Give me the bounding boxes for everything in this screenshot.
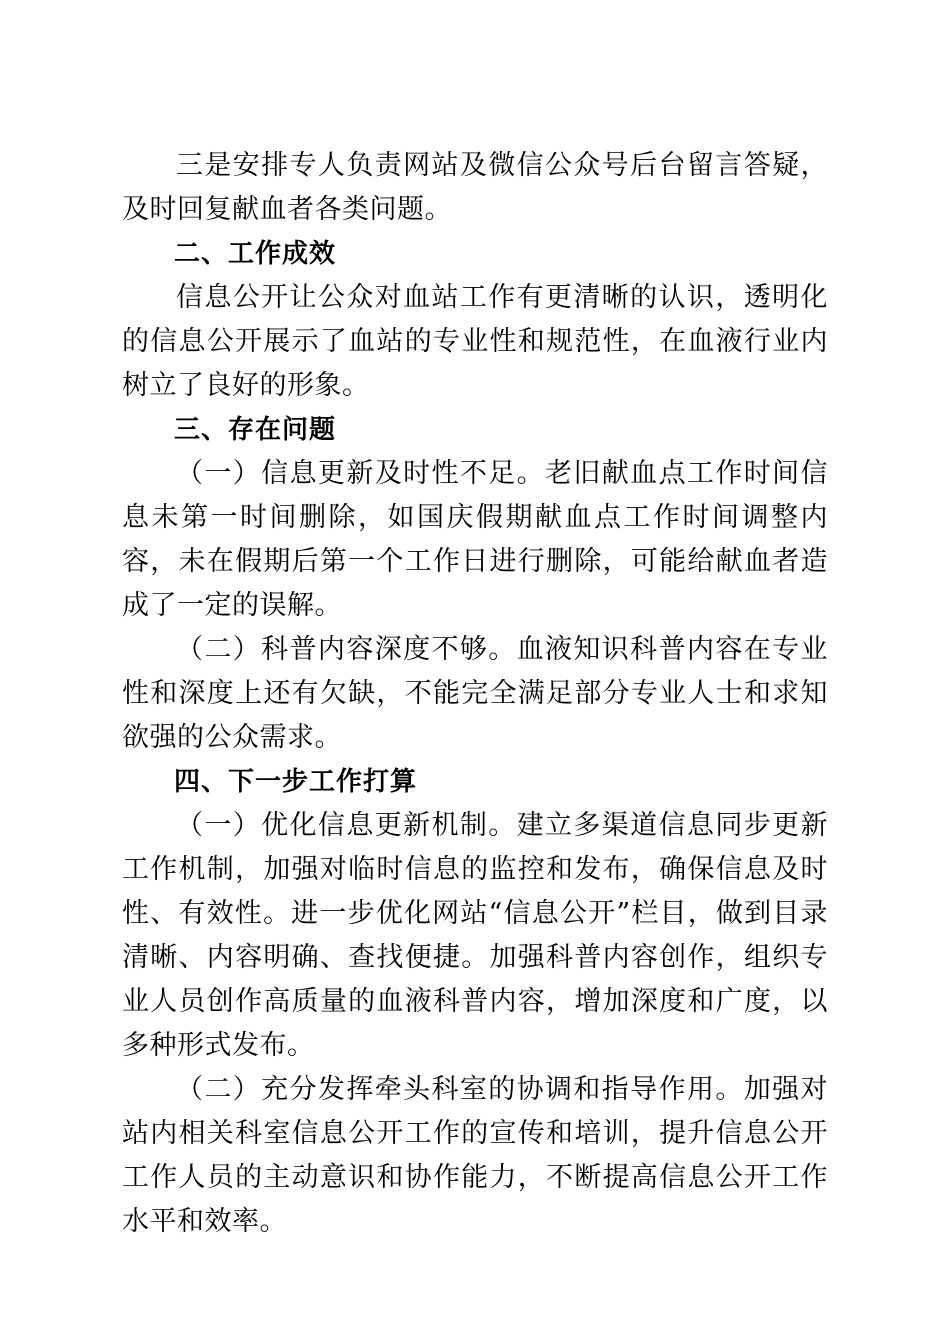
paragraph-next-step-lead-department: （二）充分发挥牵头科室的协调和指导作用。加强对站内相关科室信息公开工作的宣传和培训，提升信息公开工作人员的主动意识和协作能力，不断提高信息公开工作水平和效率。 — [122, 1074, 828, 1237]
document-page — [122, 144, 828, 1244]
paragraph-problem-update-timeliness: （一）信息更新及时性不足。老旧献血点工作时间信息未第一时间删除，如国庆假期献血点工作时间调整内容，未在假期后第一个工作日进行删除，可能给献血者造成了一定的误解。 — [122, 458, 828, 621]
paragraph-reply-questions: 三是安排专人负责网站及微信公众号后台留言答疑，及时回复献血者各类问题。 — [122, 150, 828, 225]
paragraph-work-results: 信息公开让公众对血站工作有更清晰的认识，透明化的信息公开展示了血站的专业性和规范性，在血液行业内树立了良好的形象。 — [122, 282, 828, 401]
paragraph-next-step-update-mechanism: （一）优化信息更新机制。建立多渠道信息同步更新工作机制，加强对临时信息的监控和发布，确保信息及时性、有效性。进一步优化网站“信息公开”栏目，做到目录清晰、内容明确、查找便捷。加强科普内容创作，组织专业人员创作高质量的血液科普内容，增加深度和广度，以多种形式发布。 — [122, 810, 828, 1061]
heading-existing-problems: 三、存在问题 — [174, 415, 337, 445]
heading-work-results: 二、工作成效 — [174, 239, 337, 269]
heading-next-steps: 四、下一步工作打算 — [174, 767, 418, 797]
paragraph-problem-content-depth: （二）科普内容深度不够。血液知识科普内容在专业性和深度上还有欠缺，不能完全满足部分专业人士和求知欲强的公众需求。 — [122, 634, 828, 753]
